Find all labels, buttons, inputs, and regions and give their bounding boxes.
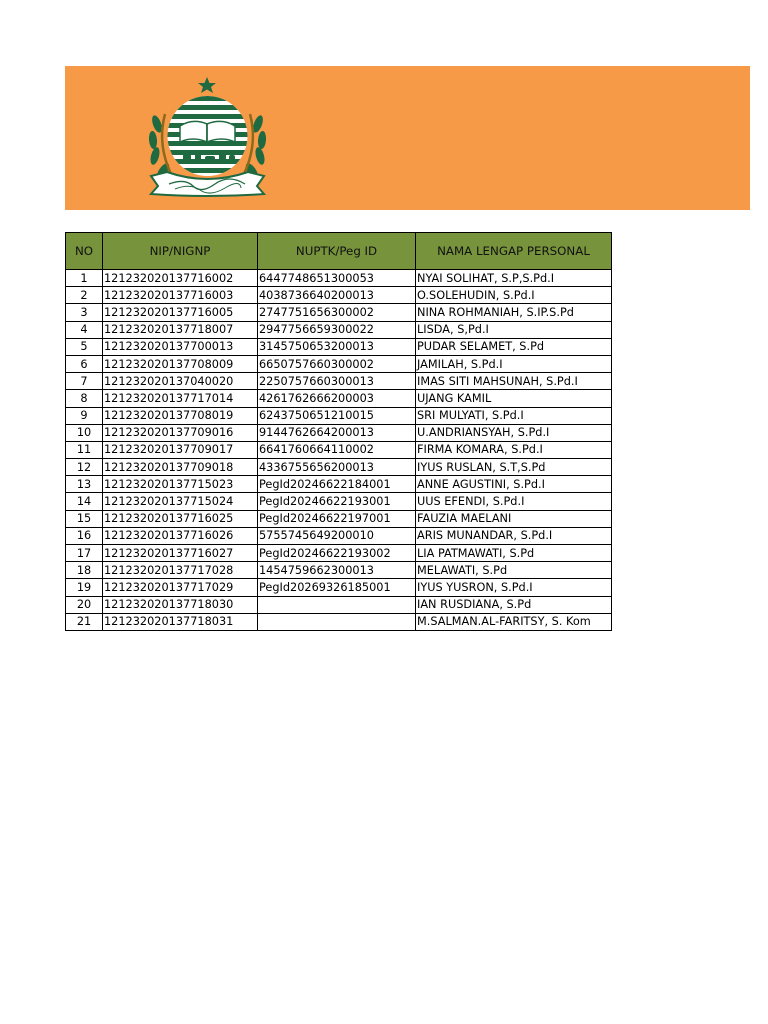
cell-nip: 121232020137040020 (103, 373, 258, 390)
cell-nuptk: PegId20246622193002 (258, 545, 416, 562)
table-row (66, 321, 612, 338)
cell-name: JAMILAH, S.Pd.I (416, 355, 612, 372)
cell-nuptk: PegId20246622197001 (258, 510, 416, 527)
cell-nip: 121232020137708019 (103, 407, 258, 424)
cell-name: FAUZIA MAELANI (416, 510, 612, 527)
cell-name: UUS EFENDI, S.Pd.I (416, 493, 612, 510)
cell-no: 21 (66, 613, 103, 630)
cell-nip: 121232020137716027 (103, 545, 258, 562)
cell-nip: 121232020137718031 (103, 613, 258, 630)
cell-nip: 121232020137716026 (103, 527, 258, 544)
cell-no: 19 (66, 579, 103, 596)
cell-nuptk: 3145750653200013 (258, 338, 416, 355)
cell-nuptk: 5755745649200010 (258, 527, 416, 544)
cell-nuptk: 2747751656300002 (258, 304, 416, 321)
cell-nip: 121232020137708009 (103, 355, 258, 372)
table-row (66, 562, 612, 579)
cell-nuptk: 6447748651300053 (258, 270, 416, 287)
cell-nip: 121232020137709016 (103, 424, 258, 441)
cell-no: 2 (66, 287, 103, 304)
cell-nuptk: 6243750651210015 (258, 407, 416, 424)
cell-name: FIRMA KOMARA, S.Pd.I (416, 441, 612, 458)
cell-nip: 121232020137715024 (103, 493, 258, 510)
table-row (66, 579, 612, 596)
cell-no: 8 (66, 390, 103, 407)
cell-no: 18 (66, 562, 103, 579)
column-header-nuptk: NUPTK/Peg ID (258, 233, 416, 270)
cell-nip: 121232020137716005 (103, 304, 258, 321)
cell-nip: 121232020137717014 (103, 390, 258, 407)
column-header-no: NO (66, 233, 103, 270)
cell-nip: 121232020137709018 (103, 459, 258, 476)
cell-nuptk: 1454759662300013 (258, 562, 416, 579)
table-row (66, 407, 612, 424)
cell-nuptk: PegId20246622193001 (258, 493, 416, 510)
cell-no: 9 (66, 407, 103, 424)
cell-name: ARIS MUNANDAR, S.Pd.I (416, 527, 612, 544)
cell-nip: 121232020137717028 (103, 562, 258, 579)
table-row (66, 287, 612, 304)
cell-name: IMAS SITI MAHSUNAH, S.Pd.I (416, 373, 612, 390)
cell-no: 1 (66, 270, 103, 287)
cell-no: 7 (66, 373, 103, 390)
cell-nuptk: 6650757660300002 (258, 355, 416, 372)
table-row (66, 527, 612, 544)
table-row (66, 424, 612, 441)
table-row (66, 441, 612, 458)
cell-name: M.SALMAN.AL-FARITSY, S. Kom (416, 613, 612, 630)
cell-name: NYAI SOLIHAT, S.P,S.Pd.I (416, 270, 612, 287)
table-header-row (66, 233, 612, 270)
cell-nuptk (258, 613, 416, 630)
cell-name: IAN RUSDIANA, S.Pd (416, 596, 612, 613)
table-row (66, 613, 612, 630)
cell-nuptk: PegId20246622184001 (258, 476, 416, 493)
table-row (66, 476, 612, 493)
table-row (66, 338, 612, 355)
table-row (66, 459, 612, 476)
table-row (66, 304, 612, 321)
cell-no: 12 (66, 459, 103, 476)
cell-nip: 121232020137716002 (103, 270, 258, 287)
cell-nuptk: 4261762666200003 (258, 390, 416, 407)
cell-no: 13 (66, 476, 103, 493)
cell-nuptk (258, 596, 416, 613)
cell-nip: 121232020137717029 (103, 579, 258, 596)
cell-no: 5 (66, 338, 103, 355)
table-body (66, 270, 612, 631)
cell-nip: 121232020137718030 (103, 596, 258, 613)
cell-no: 14 (66, 493, 103, 510)
cell-no: 15 (66, 510, 103, 527)
cell-name: LIA PATMAWATI, S.Pd (416, 545, 612, 562)
table-row (66, 493, 612, 510)
cell-no: 20 (66, 596, 103, 613)
cell-no: 17 (66, 545, 103, 562)
cell-no: 3 (66, 304, 103, 321)
cell-name: O.SOLEHUDIN, S.Pd.I (416, 287, 612, 304)
cell-name: MELAWATI, S.Pd (416, 562, 612, 579)
cell-name: LISDA, S,Pd.I (416, 321, 612, 338)
cell-nuptk: 9144762664200013 (258, 424, 416, 441)
cell-nip: 121232020137709017 (103, 441, 258, 458)
cell-nip: 121232020137718007 (103, 321, 258, 338)
cell-no: 4 (66, 321, 103, 338)
column-header-name: NAMA LENGAP PERSONAL (416, 233, 612, 270)
cell-nuptk: 4336755656200013 (258, 459, 416, 476)
cell-no: 11 (66, 441, 103, 458)
cell-nuptk: 6641760664110002 (258, 441, 416, 458)
cell-nuptk: 2947756659300022 (258, 321, 416, 338)
madrasah-crest-icon (145, 74, 270, 200)
cell-nip: 121232020137700013 (103, 338, 258, 355)
cell-nip: 121232020137716025 (103, 510, 258, 527)
cell-name: IYUS YUSRON, S.Pd.I (416, 579, 612, 596)
cell-name: UJANG KAMIL (416, 390, 612, 407)
header-banner (65, 66, 750, 210)
cell-name: SRI MULYATI, S.Pd.I (416, 407, 612, 424)
staff-table (65, 232, 612, 631)
cell-no: 16 (66, 527, 103, 544)
cell-name: ANNE AGUSTINI, S.Pd.I (416, 476, 612, 493)
cell-name: U.ANDRIANSYAH, S.Pd.I (416, 424, 612, 441)
table-row (66, 545, 612, 562)
cell-name: NINA ROHMANIAH, S.IP.S.Pd (416, 304, 612, 321)
cell-nip: 121232020137715023 (103, 476, 258, 493)
column-header-nip: NIP/NIGNP (103, 233, 258, 270)
table-row (66, 510, 612, 527)
table-row (66, 596, 612, 613)
table-row (66, 390, 612, 407)
cell-name: IYUS RUSLAN, S.T,S.Pd (416, 459, 612, 476)
cell-nuptk: 4038736640200013 (258, 287, 416, 304)
table-row (66, 355, 612, 372)
cell-nip: 121232020137716003 (103, 287, 258, 304)
cell-no: 6 (66, 355, 103, 372)
cell-name: PUDAR SELAMET, S.Pd (416, 338, 612, 355)
cell-no: 10 (66, 424, 103, 441)
cell-nuptk: PegId20269326185001 (258, 579, 416, 596)
table-row (66, 270, 612, 287)
table-row (66, 373, 612, 390)
cell-nuptk: 2250757660300013 (258, 373, 416, 390)
